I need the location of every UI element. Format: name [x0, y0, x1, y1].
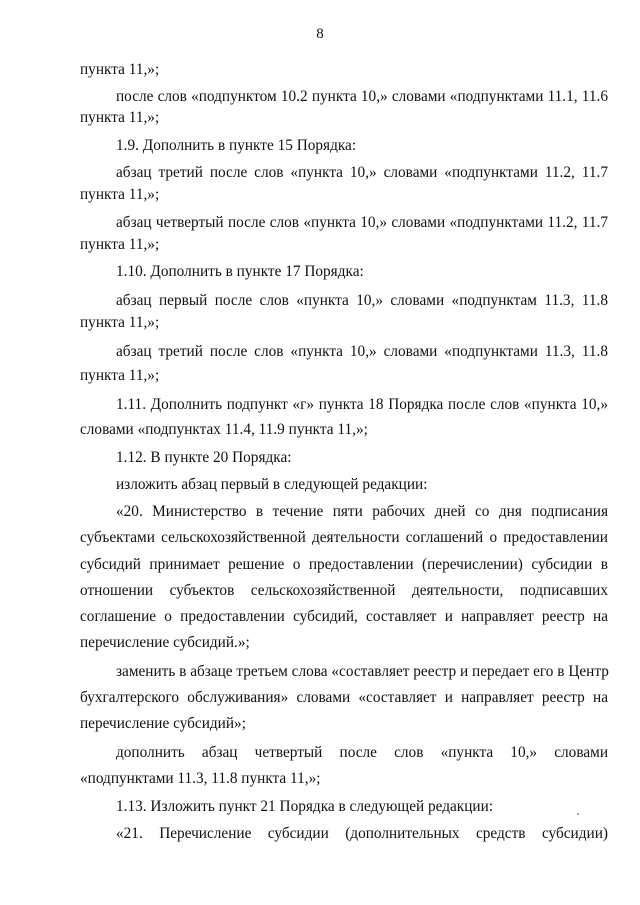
- text-line: словами «подпунктах 11.4, 11.9 пункта 11,»;: [80, 421, 368, 438]
- text-line: заменить в абзаце третьем слова «составляет реестр и передает его в Центр: [116, 663, 609, 680]
- text-line: перечисление субсидий»;: [80, 715, 246, 732]
- text-line: отношении субъектов сельскохозяйственной деятельности, подписавших: [80, 582, 608, 599]
- text-line: перечисление субсидий.»;: [80, 634, 250, 651]
- text-line: абзац третий после слов «пункта 10,» словами «подпунктами 11.2, 11.7: [116, 164, 608, 181]
- text-line: пункта 11,»;: [80, 61, 160, 78]
- text-line: бухгалтерского обслуживания» словами «составляет и направляет реестр на: [80, 689, 608, 706]
- text-line: соглашение о предоставлении субсидий, составляет и направляет реестр на: [80, 608, 608, 625]
- text-line: 1.10. Дополнить в пункте 17 Порядка:: [116, 263, 364, 280]
- text-line: изложить абзац первый в следующей редакции:: [116, 476, 428, 493]
- text-line: пункта 11,»;: [80, 186, 160, 203]
- scan-speck: [577, 813, 579, 815]
- text-line: «20. Министерство в течение пяти рабочих дней со дня подписания: [116, 503, 608, 520]
- text-line: 1.12. В пункте 20 Порядка:: [116, 449, 292, 466]
- text-line: 1.11. Дополнить подпункт «г» пункта 18 Порядка после слов «пункта 10,»: [116, 396, 608, 413]
- text-line: пункта 11,»;: [80, 314, 160, 331]
- page-number: 8: [316, 26, 324, 42]
- text-line: абзац четвертый после слов «пункта 10,» словами «подпунктами 11.2, 11.7: [116, 214, 608, 231]
- text-line: пункта 11,»;: [80, 236, 160, 253]
- text-line: субсидий принимает решение о предоставлении (перечислении) субсидии в: [80, 556, 608, 573]
- text-line: 1.13. Изложить пункт 21 Порядка в следующей редакции:: [116, 798, 494, 815]
- text-line: субъектами сельскохозяйственной деятельности соглашений о предоставлении: [80, 529, 608, 546]
- text-line: после слов «подпунктом 10.2 пункта 10,» словами «подпунктами 11.1, 11.6: [116, 88, 608, 105]
- text-line: «подпунктами 11.3, 11.8 пункта 11,»;: [80, 770, 321, 787]
- text-line: абзац третий после слов «пункта 10,» словами «подпунктами 11.3, 11.8: [116, 343, 608, 360]
- text-line: дополнить абзац четвертый после слов «пункта 10,» словами: [116, 744, 608, 761]
- text-line: абзац первый после слов «пункта 10,» словами «подпунктам 11.3, 11.8: [116, 292, 608, 309]
- text-line: 1.9. Дополнить в пункте 15 Порядка:: [116, 137, 357, 154]
- text-line: пункта 11,»;: [80, 367, 160, 384]
- text-line: пункта 11,»;: [80, 109, 160, 126]
- text-line: «21. Перечисление субсидии (дополнительных средств субсидии): [116, 825, 608, 842]
